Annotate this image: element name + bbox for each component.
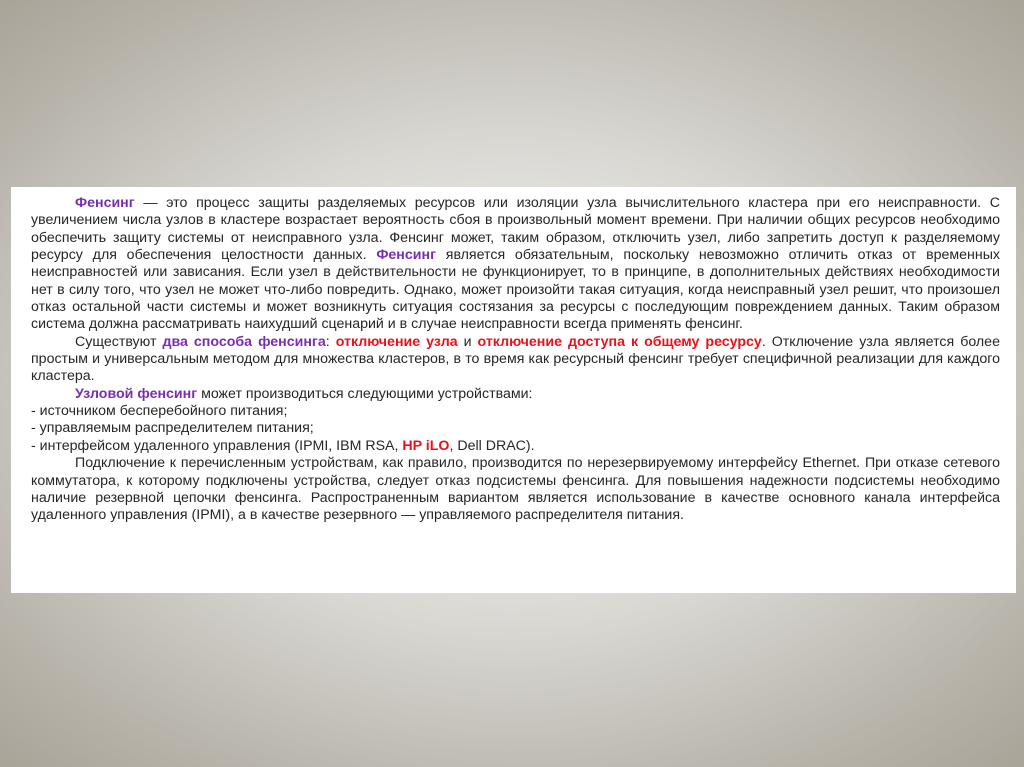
device-list-item (31, 438, 1000, 455)
necessity-text: является обязательным, поскольку невозможно отличить отказ от временных неисправностей или зависания. Если узел в действительности не функционирует, то в принципе, в дополнительных действиях необходимости нет в силу того, что узел не может что-либо повредить. Однако, может произойти такая ситуация, когда неисправный узел решит, что произошел отказ остальной части системы и может возникнуть ситуация состязания за ресурсы с последующим повреждением данных. Таким образом система должна рассматривать наихудший сценарий и в случае неисправности всегда применять фенсинг. (31, 247, 1001, 333)
definition-text: — это процесс защиты разделяемых ресурсов или изоляции узла вычислительного кластера при его неисправности. С увеличением числа узлов в кластере возрастает вероятность сбоя в произвольный момент времени. При наличии общих ресурсов необходимо обеспечить защиту системы от неисправного узла. Фенсинг может, таким образом, отключить узел, либо запретить доступ к разделяемому ресурсу для обеспечения целостности данных. (31, 195, 1000, 264)
device-list-item-suffix: , Dell DRAC). (449, 437, 535, 454)
method-node-shutdown: отключение узла (335, 333, 458, 350)
methods-and: и (457, 333, 478, 350)
device-list-item: - управляемым распределителем питания; (31, 420, 314, 437)
device-hp-ilo: HP iLO (402, 437, 450, 454)
term-node-fencing: Узловой фенсинг (75, 385, 198, 402)
node-fencing-text: может производиться следующими устройствами: (197, 385, 533, 402)
methods-intro-text: Существуют (75, 333, 163, 350)
fencing-definition-paragraph (31, 195, 1000, 334)
methods-explanation-text: . Отключение узла является более простым и универсальным методом для множества кластеров, в то время как ресурсный фенсинг требует специфичной реализации для каждого кластера. (31, 333, 1000, 385)
term-fencing-2: Фенсинг (376, 247, 436, 264)
device-list-item-prefix: - интерфейсом удаленного управления (IPMI, IBM RSA, (31, 437, 403, 454)
device-list-item: - источником бесперебойного питания; (31, 403, 288, 420)
connection-paragraph (31, 455, 1000, 524)
term-fencing: Фенсинг (75, 195, 135, 211)
node-fencing-paragraph (31, 386, 1000, 403)
connection-text: Подключение к перечисленным устройствам, как правило, производится по нерезервируемому интерфейсу Ethernet. При отказе сетевого коммутатора, к которому подключены устройства, следует отказ подсистемы фенсинга. Для повышения надежности подсистемы необходимо наличие резервной цепочки фенсинга. Распространенным вариантом является использование в качестве основного канала интерфейса удаленного управления (IPMI), а в качестве резервного — управляемого распределителя питания. (31, 455, 1000, 524)
fencing-methods-paragraph (31, 334, 1000, 386)
term-two-methods: два способа фенсинга (162, 333, 326, 350)
methods-colon: : (325, 333, 336, 350)
fencing-text-box (11, 187, 1016, 593)
method-resource-access-shutdown: отключение доступа к общему ресурсу (477, 333, 762, 350)
